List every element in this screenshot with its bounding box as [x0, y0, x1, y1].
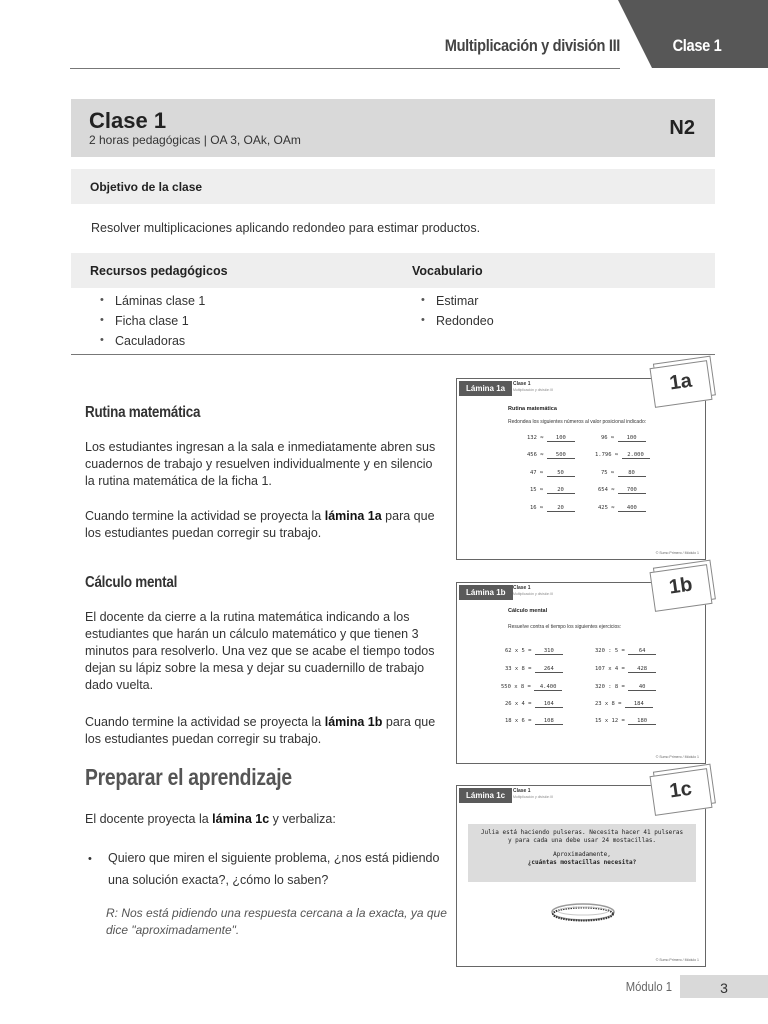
slide-tag-1b [649, 564, 712, 612]
resources-bar [71, 253, 715, 288]
slide-footer: © Sumo Primero / Módulo 1 [655, 755, 699, 759]
slide-class-sub: Multiplicación y división III [513, 388, 554, 392]
document-title: Multiplicación y división III [444, 36, 620, 55]
calculo-heading: Cálculo mental [85, 574, 178, 591]
exercise-q: 320 : 5 = [595, 648, 625, 654]
slide-instruction: Resuelve contra el tiempo los siguientes ejercicios: [508, 624, 622, 630]
problem-question: ¿cuántas mostacillas necesita? [527, 859, 637, 866]
exercise-row [595, 648, 656, 655]
rutina-heading: Rutina matemática [85, 404, 201, 421]
exercise-row [595, 701, 653, 708]
exercise-q: 96 ≈ [601, 435, 615, 441]
exercise-row [527, 452, 575, 459]
page-number: 3 [720, 980, 728, 996]
problem-box [468, 824, 696, 882]
exercise-row [601, 470, 646, 477]
exercise-q: 456 ≈ [527, 452, 544, 458]
class-subtitle: 2 horas pedagógicas | OA 3, OAk, OAm [89, 133, 301, 147]
vocabulary-list [421, 294, 494, 334]
exercise-row [595, 666, 656, 673]
problem-line: Aproximadamente, [553, 851, 611, 858]
exercise-q: 425 ≈ [598, 505, 615, 511]
list-item: • Ficha clase 1 [100, 314, 205, 334]
exercise-row [505, 701, 563, 708]
resources-list [100, 294, 205, 354]
teacher-question: Quiero que miren el siguiente problema, ¿nos está pidiendo una solución exacta?, ¿cómo lo saben? [108, 851, 440, 887]
calculo-paragraph-1: El docente da cierre a la rutina matemática indicando a los estudiantes que harán un cálculo matemático y que tienen 3 minutos para resolverlo. Una vez que se acabe el tiempo todos dejan su lápiz sobre la mesa y dejar su cuadernillo de trabajo dado vuelta. [85, 610, 435, 692]
text-span: y verbaliza: [269, 812, 336, 826]
exercise-row [595, 452, 650, 459]
exercise-a: 264 [535, 666, 563, 673]
exercise-a: 20 [547, 505, 575, 512]
preparar-heading: Preparar el aprendizaje [85, 764, 292, 790]
exercise-row [530, 487, 575, 494]
exercise-q: 15 x 12 = [595, 718, 625, 724]
list-item: • Caculadoras [100, 334, 205, 354]
exercise-a: 500 [547, 452, 575, 459]
problem-line: Julia está haciendo pulseras. Necesita hacer 41 pulseras [480, 829, 684, 836]
exercise-q: 15 ≈ [530, 487, 544, 493]
slide-tab: Lámina 1c [459, 788, 512, 803]
problem-line: y para cada una debe usar 24 mostacillas. [507, 837, 657, 844]
slide-class-sub: Multiplicación y división III [513, 795, 554, 799]
exercise-q: 62 x 5 = [505, 648, 532, 654]
slide-footer: © Sumo Primero / Módulo 1 [655, 958, 699, 962]
level-badge: N2 [669, 117, 695, 139]
objective-text: Resolver multiplicaciones aplicando redondeo para estimar productos. [91, 221, 481, 235]
exercise-q: 320 : 8 = [595, 684, 625, 690]
preparar-paragraph [85, 811, 445, 828]
exercise-row [595, 684, 656, 691]
slide-class: Clase 1 [513, 585, 531, 591]
slide-class-sub: Multiplicación y división III [513, 592, 554, 596]
slide-class: Clase 1 [513, 788, 531, 794]
exercise-q: 132 ≈ [527, 435, 544, 441]
exercise-row [598, 505, 646, 512]
slide-tab: Lámina 1b [459, 585, 513, 600]
text-span: El docente proyecta la [85, 812, 213, 826]
exercise-row [505, 648, 563, 655]
slide-class: Clase 1 [513, 381, 531, 387]
exercise-a: 50 [547, 470, 575, 477]
class-tab-label: Clase 1 [672, 36, 722, 55]
exercise-q: 47 ≈ [530, 470, 544, 476]
class-banner [71, 99, 715, 157]
slide-tag-label: 1b [667, 573, 694, 599]
slide-footer: © Sumo Primero / Módulo 1 [655, 551, 699, 555]
objective-bar [71, 169, 715, 204]
exercise-q: 75 ≈ [601, 470, 615, 476]
header-rule [70, 68, 620, 69]
exercise-q: 23 x 8 = [595, 701, 622, 707]
objective-label: Objetivo de la clase [90, 180, 203, 194]
text-span: para que los estudiantes puedan corregir su trabajo. [85, 509, 435, 540]
exercise-row [501, 684, 562, 691]
class-tab-bg [618, 0, 768, 68]
exercise-a: 64 [628, 648, 656, 655]
exercise-q: 654 ≈ [598, 487, 615, 493]
exercise-row [598, 487, 646, 494]
slide-heading: Rutina matemática [508, 406, 557, 412]
exercise-a: 184 [625, 701, 653, 708]
list-item: • Redondeo [421, 314, 494, 334]
exercise-a: 400 [618, 505, 646, 512]
rutina-paragraph-2 [85, 508, 445, 542]
slide-instruction: Redondea los siguientes números al valor posicional indicado: [508, 419, 647, 425]
text-span: Cuando termine la actividad se proyecta la [85, 715, 325, 729]
exercise-a: 310 [535, 648, 563, 655]
exercise-a: 2.000 [622, 452, 650, 459]
rutina-paragraph-1: Los estudiantes ingresan a la sala e inmediatamente abren sus cuadernos de trabajo y resuelven individualmente y en silencio la rutina matemática de la ficha 1. [85, 440, 436, 488]
slide-tab: Lámina 1a [459, 381, 512, 396]
resources-label: Recursos pedagógicos [90, 264, 228, 278]
exercise-a: 180 [628, 718, 656, 725]
text-span: para que los estudiantes puedan corregir su trabajo. [85, 715, 436, 746]
exercise-row [527, 435, 575, 442]
list-item: • Estimar [421, 294, 494, 314]
class-title: Clase 1 [89, 108, 167, 133]
bullet-dot: • [88, 853, 92, 865]
bracelet-image [550, 901, 616, 923]
slide-tag-1a [649, 360, 712, 408]
exercise-row [505, 718, 563, 725]
vocabulary-label: Vocabulario [412, 264, 483, 278]
exercise-row [505, 666, 563, 673]
exercise-a: 104 [535, 701, 563, 708]
list-item: • Láminas clase 1 [100, 294, 205, 314]
exercise-q: 26 x 4 = [505, 701, 532, 707]
exercise-a: 100 [547, 435, 575, 442]
slide-tag-label: 1a [668, 369, 694, 395]
exercise-row [530, 470, 575, 477]
exercise-a: 40 [628, 684, 656, 691]
text-span: Cuando termine la actividad se proyecta la [85, 509, 325, 523]
calculo-paragraph-2 [85, 714, 445, 748]
slide-heading: Cálculo mental [508, 608, 548, 614]
slide-tag-1c [649, 768, 712, 816]
exercise-a: 108 [535, 718, 563, 725]
lamina-1a-ref: lámina 1a [324, 509, 382, 523]
exercise-q: 18 x 6 = [505, 718, 532, 724]
exercise-q: 1.796 ≈ [595, 452, 619, 458]
exercise-row [601, 435, 646, 442]
exercise-a: 100 [618, 435, 646, 442]
exercise-q: 16 ≈ [530, 505, 544, 511]
exercise-a: 700 [618, 487, 646, 494]
section-divider [71, 354, 715, 355]
lamina-1b-ref: lámina 1b [324, 715, 383, 729]
exercise-row [530, 505, 575, 512]
expected-answer: R: Nos está pidiendo una respuesta cercana a la exacta, ya que dice "aproximadamente". [106, 906, 447, 937]
footer-module: Módulo 1 [625, 980, 672, 994]
exercise-row [595, 718, 656, 725]
exercise-q: 107 x 4 = [595, 666, 625, 672]
exercise-a: 4.400 [534, 684, 562, 691]
exercise-a: 428 [628, 666, 656, 673]
exercise-q: 33 x 8 = [505, 666, 532, 672]
exercise-a: 80 [618, 470, 646, 477]
slide-tag-label: 1c [668, 777, 694, 803]
exercise-q: 550 x 8 = [501, 684, 531, 690]
lamina-1c-ref: lámina 1c [212, 812, 270, 826]
exercise-a: 20 [547, 487, 575, 494]
